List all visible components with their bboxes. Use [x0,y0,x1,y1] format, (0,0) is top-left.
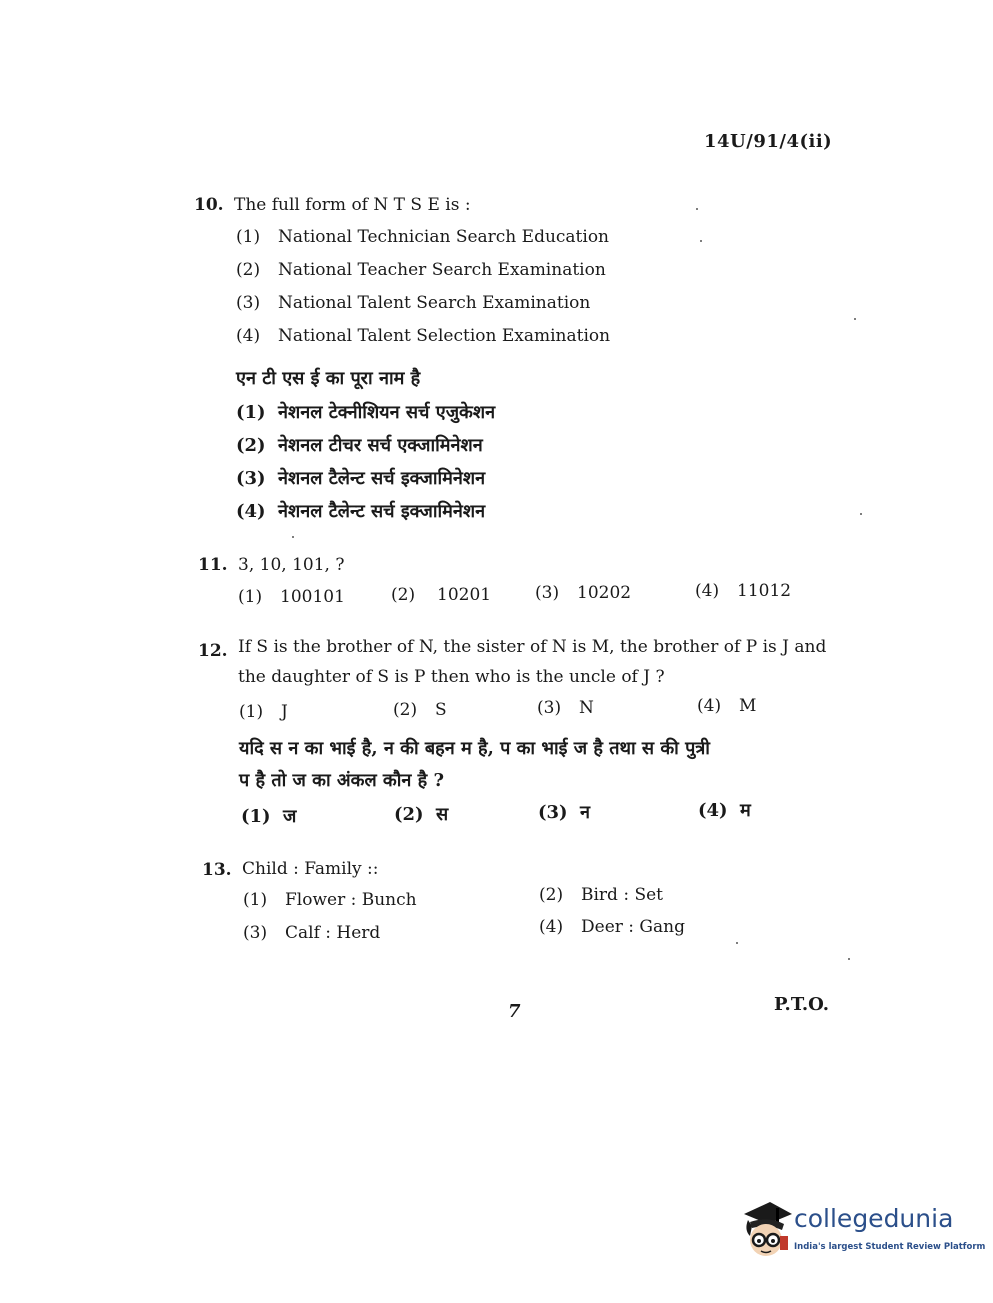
q10-hindi-option-2 [236,433,483,457]
pto-label: P.T.O. [774,994,830,1015]
option-text: 10201 [437,585,492,605]
option-number: (4) [695,581,720,601]
option-number: (2) [391,585,416,605]
q13-option-2 [539,885,663,905]
option-text: Deer : Gang [581,917,685,937]
q12-option-3 [537,698,594,718]
option-number: (1) [241,806,271,827]
option-number: (4) [697,696,722,716]
q12-text-line1: If S is the brother of N, the sister of N is M, the brother of P is J and [238,637,827,657]
option-number: (3) [236,468,266,489]
option-text: न [580,802,590,823]
q12-number: 12. [198,641,228,661]
q11-text: 3, 10, 101, ? [238,555,345,575]
q12-hindi-option-2 [394,802,448,826]
cap-tassel [776,1208,779,1222]
option-number: (4) [539,917,564,937]
option-text: 11012 [737,581,792,601]
option-number: (1) [236,227,261,247]
scan-speck [700,240,702,242]
logo-wordmark: collegedunia [794,1204,954,1233]
option-number: (2) [236,435,266,456]
option-text: ज [283,806,297,827]
q12-hindi-line2: प है तो ज का अंकल कौन है ? [239,770,445,791]
option-number: (3) [236,293,261,313]
q10-text: The full form of N T S E is : [234,195,471,215]
q10-hindi-option-1 [236,400,495,424]
option-text: नेशनल टैलेन्ट सर्च इक्जामिनेशन [278,468,486,489]
option-number: (2) [394,804,424,825]
option-text: S [435,700,447,720]
scan-speck [736,942,738,944]
page-number: 7 [508,1001,521,1022]
q11-option-1 [238,587,345,607]
q13-option-1 [243,890,417,910]
option-number: (1) [243,890,268,910]
option-text: J [281,702,288,722]
q10-hindi-text: एन टी एस ई का पूरा नाम है [236,368,421,389]
q13-number: 13. [202,860,232,880]
scan-speck [696,208,698,210]
q13-option-4 [539,917,685,937]
q12-option-4 [697,696,756,716]
q12-hindi-option-1 [241,804,296,828]
q10-hindi-option-3 [236,466,485,490]
option-number: (1) [239,702,264,722]
option-number: (2) [539,885,564,905]
q12-option-1 [239,702,288,722]
option-text: नेशनल टेक्नीशियन सर्च एजुकेशन [278,402,496,423]
option-text: Bird : Set [581,885,664,905]
option-number: (2) [393,700,418,720]
option-number: (3) [535,583,560,603]
option-text: नेशनल टीचर सर्च एक्जामिनेशन [278,435,483,456]
q13-text: Child : Family :: [242,859,379,879]
q10-number: 10. [194,195,224,215]
option-text: M [739,696,757,716]
q12-hindi-option-3 [538,800,590,824]
q12-hindi-option-4 [698,798,751,822]
option-text: 10202 [577,583,632,603]
collegedunia-logo [738,1196,986,1266]
option-number: (1) [238,587,263,607]
scan-speck [848,958,850,960]
option-text: National Technician Search Education [278,227,610,247]
option-text: Calf : Herd [285,923,381,943]
q12-text-line2: the daughter of S is P then who is the uncle of J ? [238,667,665,687]
option-text: नेशनल टैलेन्ट सर्च इक्जामिनेशन [278,501,486,522]
option-text: National Talent Selection Examination [278,326,611,346]
option-text: Flower : Bunch [285,890,417,910]
q11-number: 11. [198,555,228,575]
option-text: 100101 [280,587,345,607]
option-number: (1) [236,402,266,423]
q11-option-2 [391,585,491,605]
option-number: (4) [698,800,728,821]
q10-option-1 [236,227,609,247]
q12-option-2 [393,700,447,720]
q12-hindi-line1: यदि स न का भाई है, न की बहन म है, प का भाई ज है तथा स की पुत्री [239,738,710,759]
option-number: (3) [537,698,562,718]
student-mascot-icon [738,1196,794,1262]
option-text: National Talent Search Examination [278,293,591,313]
scan-speck [292,536,294,538]
option-number: (3) [538,802,568,823]
q11-option-4 [695,581,791,601]
option-text: N [579,698,594,718]
scan-speck [854,318,856,320]
paper-code: 14U/91/4(ii) [704,131,833,152]
option-number: (2) [236,260,261,280]
scan-speck [860,513,862,515]
q13-option-3 [243,923,380,943]
option-number: (4) [236,501,266,522]
option-text: म [740,800,751,821]
q11-option-3 [535,583,631,603]
q10-option-3 [236,293,590,313]
option-text: National Teacher Search Examination [278,260,606,280]
option-number: (3) [243,923,268,943]
q10-option-4 [236,326,610,346]
option-number: (4) [236,326,261,346]
q10-hindi-option-4 [236,499,485,523]
q10-option-2 [236,260,606,280]
logo-tagline: India's largest Student Review Platform [794,1242,986,1252]
option-text: स [436,804,449,825]
